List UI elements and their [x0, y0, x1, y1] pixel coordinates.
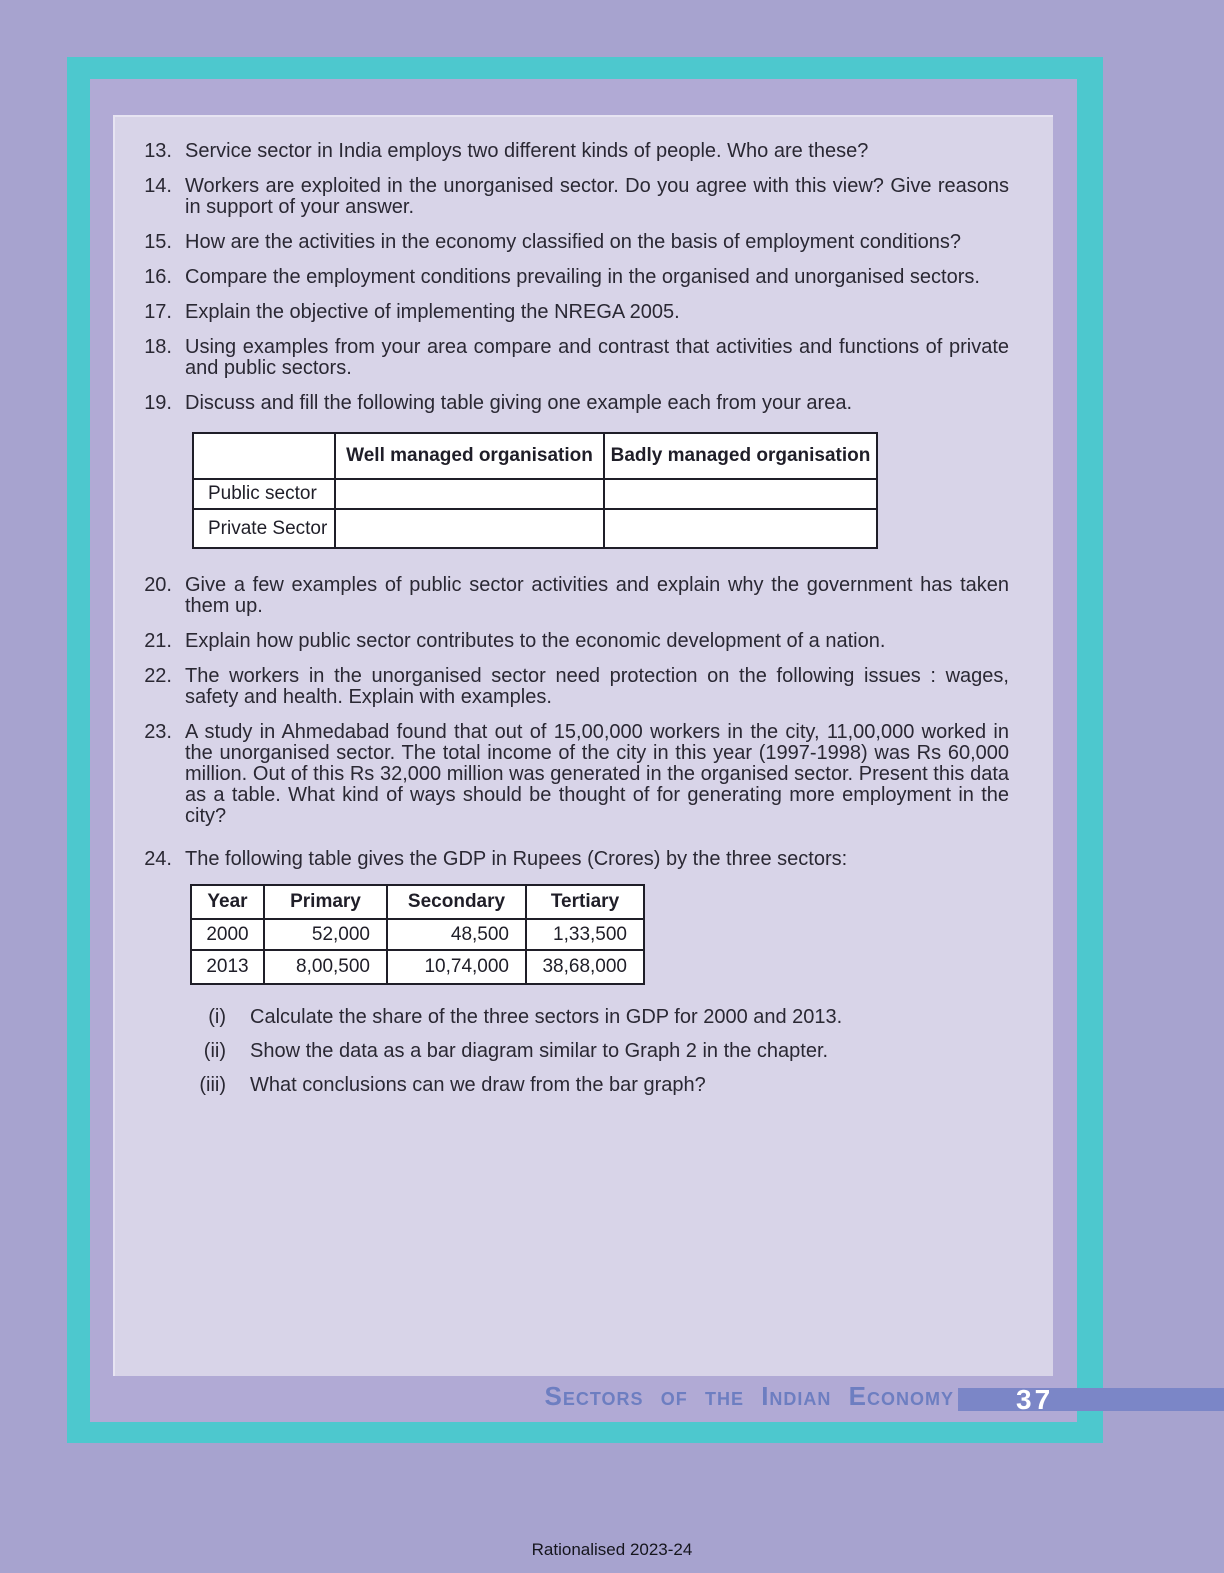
subquestion-item — [142, 1041, 1053, 1062]
question-item — [142, 176, 1053, 218]
question-text: The workers in the unorganised sector need protection on the following issues : wages, safety and health. Explain with examples. — [185, 665, 1009, 708]
chapter-title: Sectors of the Indian Economy — [544, 1381, 954, 1411]
question-text: Compare the employment conditions prevailing in the organised and unorganised sectors. — [185, 266, 980, 288]
subquestion-number: (i) — [208, 1006, 226, 1028]
subquestion-item — [142, 1075, 1053, 1096]
table1-header-blank — [193, 433, 335, 479]
page-number-bar — [958, 1384, 1224, 1415]
question-item — [142, 666, 1053, 708]
question-item — [142, 302, 1053, 323]
table1-empty-cell — [335, 509, 604, 548]
table1-empty-cell — [604, 479, 877, 509]
table1-header-well-managed: Well managed organisation — [335, 433, 604, 479]
table2-value-cell: 8,00,500 — [264, 950, 387, 984]
table2-year-cell: 2000 — [191, 919, 264, 950]
table1-header-badly-managed: Badly managed organisation — [604, 433, 877, 479]
table1-row-label: Private Sector — [193, 509, 335, 548]
question-number: 14. — [144, 175, 172, 197]
table2-value-cell: 48,500 — [387, 919, 526, 950]
question-text: Explain how public sector contributes to the economic development of a nation. — [185, 630, 886, 652]
question-number: 21. — [144, 630, 172, 652]
question-item — [142, 849, 1053, 870]
subquestion-text: What conclusions can we draw from the bar graph? — [250, 1074, 706, 1096]
table2-value-cell: 38,68,000 — [526, 950, 644, 984]
rationalised-note: Rationalised 2023-24 — [531, 1540, 693, 1559]
question-item — [142, 722, 1053, 827]
subquestion-text: Calculate the share of the three sectors in GDP for 2000 and 2013. — [250, 1006, 843, 1028]
table2-value-cell: 1,33,500 — [526, 919, 644, 950]
table1-row-label: Public sector — [193, 479, 335, 509]
question-item — [142, 393, 1053, 414]
question-number: 20. — [144, 574, 172, 596]
question-text: Workers are exploited in the unorganised sector. Do you agree with this view? Give reasons in support of your answer. — [185, 175, 1009, 218]
question-text: Explain the objective of implementing the NREGA 2005. — [185, 301, 680, 323]
table2-value-cell: 10,74,000 — [387, 950, 526, 984]
question-text: How are the activities in the economy classified on the basis of employment conditions? — [185, 231, 961, 253]
question-item — [142, 631, 1053, 652]
question-text: Service sector in India employs two different kinds of people. Who are these? — [185, 140, 869, 162]
table2-header-tertiary: Tertiary — [526, 885, 644, 919]
subquestion-number: (iii) — [199, 1074, 226, 1096]
question-number: 24. — [144, 848, 172, 870]
table2-header-secondary: Secondary — [387, 885, 526, 919]
page-number: 37 — [1016, 1384, 1054, 1415]
question-item — [142, 575, 1053, 617]
question-text: Using examples from your area compare and contrast that activities and functions of private and public sectors. — [185, 336, 1009, 379]
table1-empty-cell — [604, 509, 877, 548]
question-item — [142, 267, 1053, 288]
question-number: 19. — [144, 392, 172, 414]
table1-empty-cell — [335, 479, 604, 509]
question-item — [142, 232, 1053, 253]
question-text: Give a few examples of public sector activities and explain why the government has taken them up. — [185, 574, 1009, 617]
subquestion-text: Show the data as a bar diagram similar to Graph 2 in the chapter. — [250, 1040, 829, 1062]
question-text: Discuss and fill the following table giving one example each from your area. — [185, 392, 853, 414]
question-number: 23. — [144, 721, 172, 743]
table2-year-cell: 2013 — [191, 950, 264, 984]
question-text: A study in Ahmedabad found that out of 15,00,000 workers in the city, 11,00,000 worked in the unorganised sector. The total income of the city in this year (1997-1998) was Rs 60,000 million. Out of this Rs 32,000 million was generated in the organised sector. Present this data as a table. What kind of ways should be thought of for generating more employment in the city? — [185, 721, 1009, 827]
table2-value-cell: 52,000 — [264, 919, 387, 950]
question-number: 16. — [144, 266, 172, 288]
question-number: 18. — [144, 336, 172, 358]
exercise-list — [115, 117, 1053, 1096]
question-number: 22. — [144, 665, 172, 687]
table2-header-year: Year — [191, 885, 264, 919]
content-panel — [113, 115, 1053, 1376]
question-item — [142, 337, 1053, 379]
gdp-sector-table — [190, 884, 645, 985]
table2-header-primary: Primary — [264, 885, 387, 919]
organisation-fill-table — [192, 432, 878, 549]
question-number: 17. — [144, 301, 172, 323]
question-item — [142, 141, 1053, 162]
subquestion-number: (ii) — [203, 1040, 226, 1062]
subquestion-item — [142, 1007, 1053, 1028]
question-number: 13. — [144, 140, 172, 162]
question-number: 15. — [144, 231, 172, 253]
question-text: The following table gives the GDP in Rupees (Crores) by the three sectors: — [185, 848, 848, 870]
